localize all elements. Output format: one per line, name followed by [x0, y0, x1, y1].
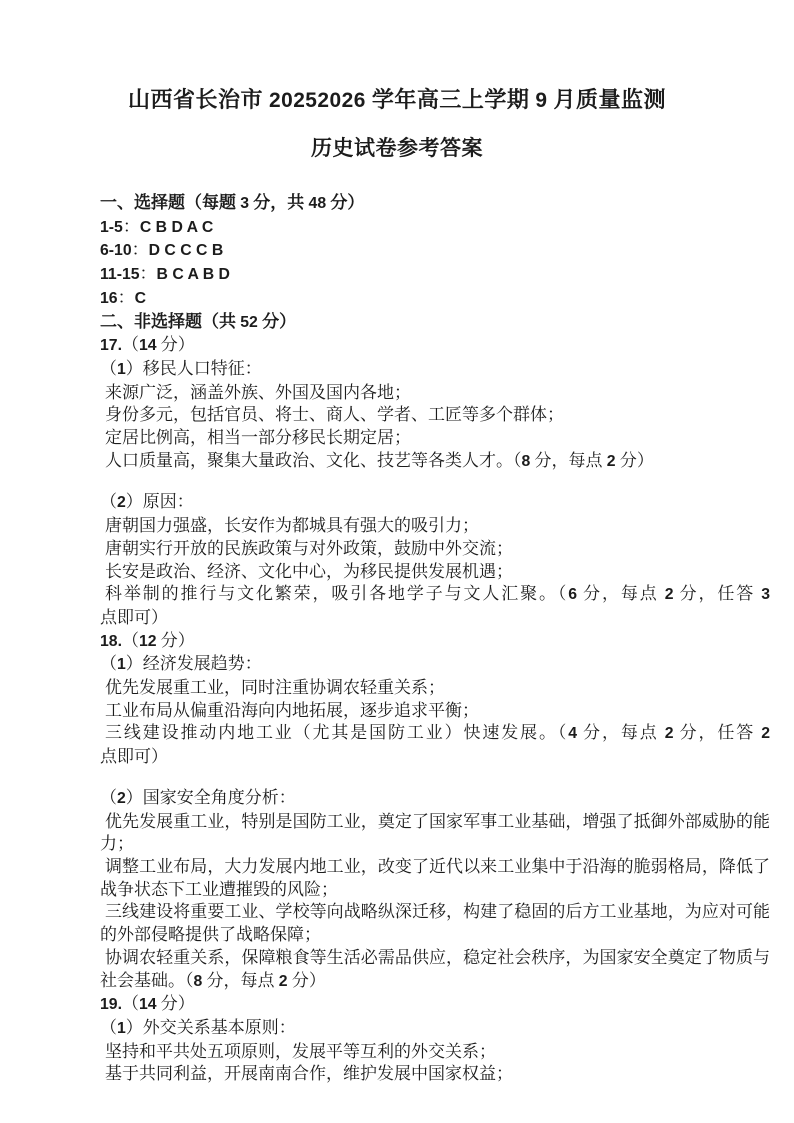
- q18-part2-point: 协调农轻重关系，保障粮食等生活必需品供应，稳定社会秩序，为国家安全奠定了物质与社会基础。（8 分，每点 2 分）: [100, 947, 770, 990]
- latin-run: 14: [138, 996, 157, 1014]
- latin-run: C B D A C: [139, 218, 214, 236]
- section1-heading: 一、选择题（每题 3 分，共 48 分）: [100, 193, 365, 212]
- latin-run: 20252026: [268, 89, 366, 112]
- latin-run: 19.: [100, 996, 122, 1014]
- latin-run: 2: [761, 725, 771, 743]
- latin-run: 1: [117, 1019, 126, 1037]
- document-body: [100, 192, 770, 1086]
- latin-run: 6-10: [100, 242, 132, 260]
- q17-part1-label: （1）移民人口特征：: [100, 358, 262, 378]
- latin-run: 18.: [100, 632, 122, 650]
- q19-number: 19.（14 分）: [100, 994, 195, 1014]
- q17-part1-point: 身份多元，包括官员、将士、商人、学者、工匠等多个群体；: [105, 405, 564, 425]
- q17-part2-point: 长安是政治、经济、文化中心，为移民提供发展机遇；: [105, 561, 513, 581]
- q17-part2-point: 唐朝实行开放的民族政策与对外政策，鼓励中外交流；: [105, 538, 513, 558]
- latin-run: 2: [664, 586, 674, 604]
- latin-run: 14: [138, 337, 157, 355]
- latin-run: 11-15: [100, 266, 140, 284]
- latin-run: 1: [117, 656, 126, 674]
- q18-part2-point: 三线建设将重要工业、学校等向战略纵深迁移，构建了稳固的后方工业基地，为应对可能的外部侵略提供了战略保障；: [100, 902, 770, 945]
- latin-run: 6: [568, 586, 577, 604]
- q17-part1-point: 来源广泛，涵盖外族、外国及国内各地；: [105, 382, 411, 402]
- latin-run: 4: [568, 725, 577, 743]
- q18-part2-point: 优先发展重工业，特别是国防工业，奠定了国家军事工业基础，增强了抵御外部威胁的能力；: [100, 811, 770, 854]
- latin-run: 1-5: [100, 218, 123, 236]
- latin-run: 16: [100, 289, 118, 307]
- latin-run: B C A B D: [156, 266, 230, 284]
- q17-part1-point: 人口质量高，聚集大量政治、文化、技艺等各类人才。（8 分，每点 2 分）: [105, 450, 654, 470]
- q19-part1-label: （1）外交关系基本原则：: [100, 1017, 296, 1037]
- latin-run: 8: [521, 452, 531, 470]
- q18-number: 18.（12 分）: [100, 630, 195, 650]
- q18-part1-label: （1）经济发展趋势：: [100, 654, 262, 674]
- q17-part2-label: （2）原因：: [100, 492, 194, 512]
- document-subtitle: 历史试卷参考答案: [311, 136, 483, 160]
- answers-1-5: 1-5：C B D A C: [100, 216, 214, 236]
- q18-part1-point: 三线建设推动内地工业（尤其是国防工业）快速发展。（4 分，每点 2 分，任答 2 点即可）: [100, 723, 771, 767]
- q17-part1-point: 定居比例高，相当一部分移民长期定居；: [105, 428, 411, 448]
- q18-part1-point: 优先发展重工业，同时注重协调农轻重关系；: [105, 678, 445, 698]
- latin-run: 2: [117, 494, 126, 512]
- latin-run: 1: [117, 360, 126, 378]
- latin-run: 12: [138, 632, 157, 650]
- latin-run: 8: [193, 972, 203, 990]
- latin-run: 2: [278, 972, 288, 990]
- latin-run: C: [134, 289, 146, 307]
- q19-part1-point: 坚持和平共处五项原则，发展平等互利的外交关系；: [105, 1041, 496, 1061]
- section2-heading: 二、非选择题（共 52 分）: [100, 311, 297, 331]
- latin-run: 52: [240, 313, 258, 331]
- latin-run: 2: [117, 789, 126, 807]
- answers-16: 16：C: [100, 287, 146, 307]
- latin-run: 17.: [100, 337, 122, 355]
- answers-11-15: 11-15：B C A B D: [100, 264, 230, 284]
- latin-run: 2: [606, 452, 616, 470]
- q18-part2-label: （2）国家安全角度分析：: [100, 787, 296, 807]
- latin-run: D C C C B: [148, 242, 224, 260]
- latin-run: 3: [240, 195, 250, 212]
- q19-part1-point: 基于共同利益，开展南南合作，维护发展中国家权益；: [105, 1064, 513, 1084]
- q17-number: 17.（14 分）: [100, 335, 195, 355]
- answers-6-10: 6-10：D C C C B: [100, 240, 224, 260]
- q17-part2-point: 科举制的推行与文化繁荣，吸引各地学子与文人汇聚。（6 分，每点 2 分，任答 3 点即可）: [100, 584, 771, 627]
- q18-part2-point: 调整工业布局，大力发展内地工业，改变了近代以来工业集中于沿海的脆弱格局，降低了战争状态下工业遭摧毁的风险；: [100, 856, 770, 899]
- document-title: 山西省长治市 20252026 学年高三上学期 9 月质量监测: [127, 87, 667, 112]
- q18-part1-point: 工业布局从偏重沿海向内地拓展，逐步追求平衡；: [105, 700, 479, 720]
- latin-run: 3: [761, 586, 771, 604]
- q17-part2-point: 唐朝国力强盛，长安作为都城具有强大的吸引力；: [105, 516, 479, 536]
- latin-run: 9: [535, 89, 548, 112]
- latin-run: 48: [308, 195, 327, 212]
- latin-run: 2: [664, 725, 674, 743]
